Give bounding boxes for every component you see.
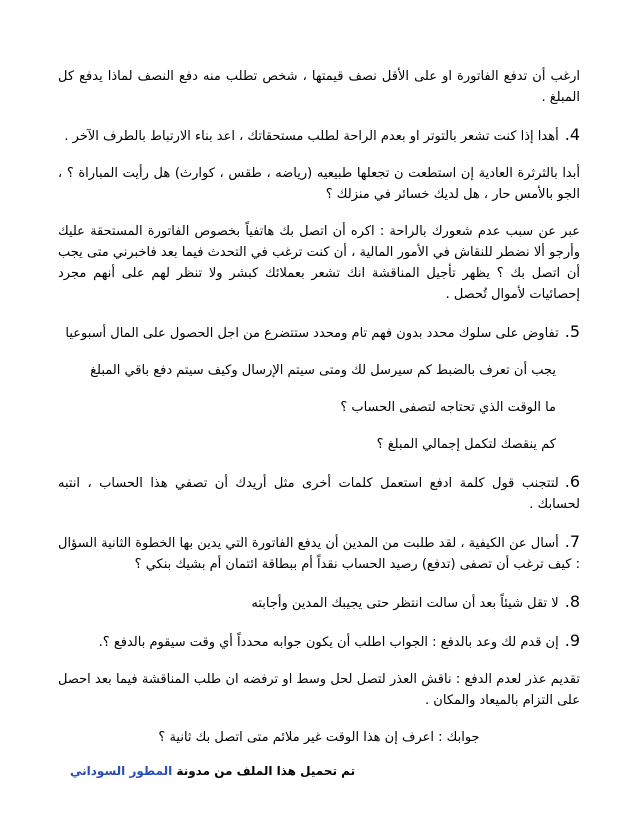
paragraph-text: ما الوقت الذي تحتاجه لتصفى الحساب ؟ [340,400,556,415]
paragraph-number: 8. [564,592,580,611]
paragraph-number: 4. [564,125,580,144]
paragraph-number: 7. [564,532,580,551]
paragraph [58,591,580,614]
paragraph [58,163,580,205]
paragraph-text: يجب أن تعرف بالضبط كم سيرسل لك ومتى سيتم الإرسال وكيف سيتم دفع باقي المبلغ [90,363,556,378]
paragraph [58,434,580,455]
paragraph [58,471,580,515]
paragraph-number: 6. [564,472,580,491]
paragraph [58,727,580,748]
paragraph [58,360,580,381]
paragraph [58,124,580,147]
paragraph [58,66,580,108]
paragraph [58,669,580,711]
paragraph [58,630,580,653]
document-body [58,66,580,748]
paragraph-text: كم ينقصك لتكمل إجمالي المبلغ ؟ [376,437,556,452]
footer-credit [58,764,638,778]
paragraph [58,321,580,344]
paragraph-number: 5. [564,322,580,341]
blog-link[interactable]: المطور السوداني [70,764,173,778]
paragraph-text: ارغب أن تدفع الفاتورة او على الأقل نصف قيمتها ، شخص تطلب منه دفع النصف لماذا يدفع كل المبلغ . [58,69,580,105]
paragraph [58,531,580,575]
paragraph-text: عبر عن سبب عدم شعورك بالراحة : اكره أن اتصل بك هاتفياً بخصوص الفاتورة المستحقة عليك وأرجو ألا نضطر للنقاش في الأمور المالية ، أن كنت ترغب في التحدث فيما بعد فاخبرني متى يجب أن اتصل بك ؟ يظهر تأجيل المناقشة انك تشعر بعملائك كبشر ولا تنظر لهم على أنهم مجرد إحصائيات لأموال تُحصل . [58,224,580,302]
paragraph-text: جوابك : اعرف إن هذا الوقت غير ملائم متى اتصل بك ثانية ؟ [158,730,480,745]
paragraph-text: أسال عن الكيفية ، لقد طلبت من المدين أن يدفع الفاتورة التي يدين بها الخطوة الثانية السؤال : كيف ترغب أن تصفى (تدفع) رصيد الحساب نقداً أم ببطاقة ائتمان أم بشيك بنكي ؟ [58,536,580,572]
paragraph-text: أبدا بالثرثرة العادية إن استطعت ن تجعلها طبيعيه (رياضه ، طقس ، كوارث) هل رأيت المباراة ؟ ، الجو بالأمس حار ، هل لديك خسائر في منزلك ؟ [58,166,580,202]
footer-text: تم تحميل هذا الملف من مدونة [172,764,356,778]
paragraph [58,221,580,305]
paragraph-number: 9. [564,631,580,650]
paragraph-text: لا تقل شيئاً بعد أن سالت انتظر حتى يجيبك المدين وأجابته [251,596,559,611]
paragraph-text: إن قدم لك وعد بالدفع : الجواب اطلب أن يكون جوابه محدداً أي وقت سيقوم بالدفع ؟. [98,635,559,650]
paragraph-text: تفاوض على سلوك محدد بدون فهم تام ومحدد ستتضرع من اجل الحصول على المال أسبوعيا [65,326,559,341]
paragraph-text: لتتجنب قول كلمة ادفع استعمل كلمات أخرى مثل أريدك أن تصفي هذا الحساب ، انتبه لحسابك . [58,476,580,512]
paragraph [58,397,580,418]
paragraph-text: تقديم عذر لعدم الدفع : ناقش العذر لتصل لحل وسط او ترفضه ان طلب المناقشة فيما بعد احصل على التزام بالميعاد والمكان . [58,672,580,708]
paragraph-text: أهدا إذا كنت تشعر بالتوتر او بعدم الراحة لطلب مستحقاتك ، اعد بناء الارتباط بالطرف الآخر . [64,129,559,144]
